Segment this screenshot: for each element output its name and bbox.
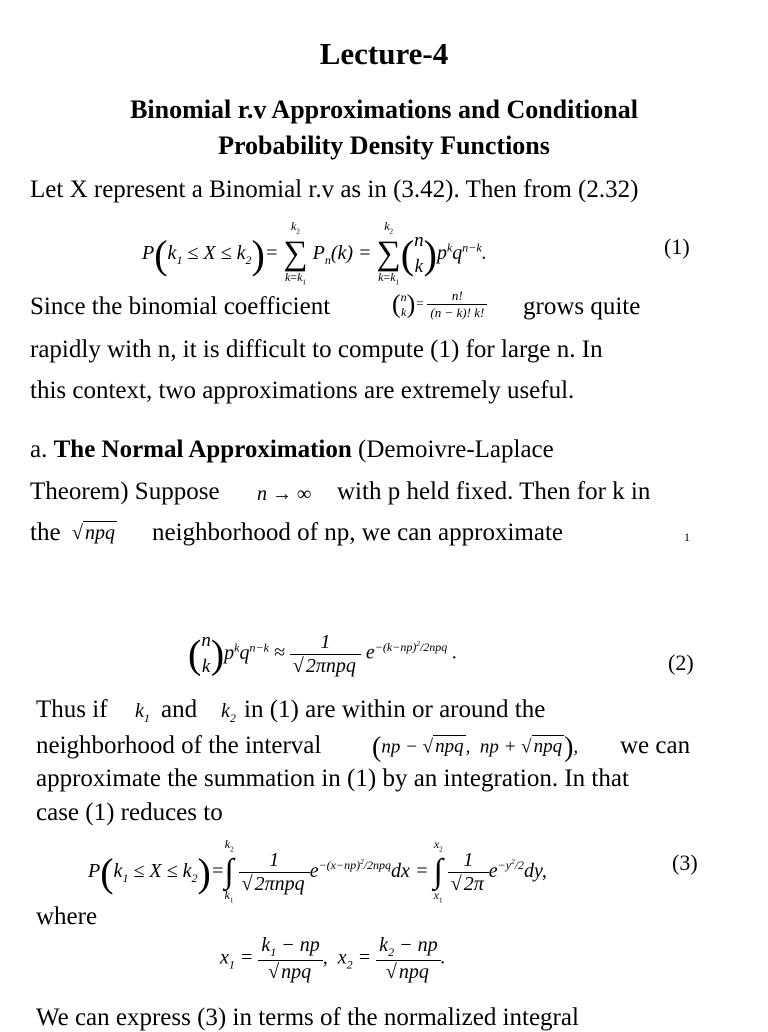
equation-1: $P(k_1 \le X \le k_2)=$ $k_2$ ∑ $k=k_1$ $P_n(k)$ = $k_2$ ∑ $k=k_1$ ( n k )$p^kq^{n-k}$. xyxy=(142,219,487,287)
equation-3-number: (3) xyxy=(672,850,698,875)
paragraph-2-line-2: rapidly with n, it is difficult to compute (1) for large n. In xyxy=(30,336,603,363)
last-line: We can express (3) in terms of the normalized integral xyxy=(36,1004,579,1031)
paragraph-3-line-1c: in (1) are within or around the xyxy=(244,696,546,723)
section-a-line-2b: with p held fixed. Then for k in xyxy=(337,478,651,505)
section-a-line-3a: the xyxy=(30,519,61,546)
paragraph-3-line-1b: and xyxy=(161,696,198,723)
equation-3: $P(k_1 \le X \le k_2)=$ $k_2$ ∫ $k_1$ $\frac{1}{\text{√ 2πnpq}}$ $e^{-(x-np)^2/2npq}dx$ = $x_2$ ∫ $x_1$ $\frac{1}{√ 2\pi}$ $e^{-y^2/2}dy$, xyxy=(88,837,547,905)
section-a-rest: (Demoivre-Laplace xyxy=(358,436,554,463)
x-definitions: $x_1$ = $\frac{k_1 - np}{\text{√ npq}}$ , $x_2$ = $\frac{k_2 - np}{\text{√ npq}}$ . xyxy=(220,934,446,983)
paragraph-1-line-1: Let X represent a Binomial r.v as in (3.42). Then from (2.32) xyxy=(30,176,639,203)
page-title: Lecture-4 xyxy=(319,36,449,71)
where-label: where xyxy=(36,903,98,930)
paragraph-2-line-3: this context, two approximations are extremely useful. xyxy=(30,377,575,404)
subtitle-line-1: Binomial r.v Approximations and Conditional xyxy=(130,95,638,124)
equation-2-number: (2) xyxy=(668,650,694,675)
interval-expression: (np − √ npq , np + √ npq), xyxy=(372,732,579,763)
paragraph-3-line-1a: Thus if xyxy=(36,696,108,723)
page-subtitle xyxy=(0,92,768,164)
section-a-prefix: a. xyxy=(30,436,48,463)
sqrt-npq: √ npq xyxy=(72,522,115,544)
paragraph-3-line-2a: neighborhood of the interval xyxy=(36,732,322,759)
paragraph-2-line-1a: Since the binomial coefficient xyxy=(30,293,331,320)
equation-2: ( n k )$p^kq^{n-k}$ ≈ $\frac{1}{\text{√ 2πnpq}}$ $e^{-(k-np)^2/2npq}$ . xyxy=(188,630,458,677)
paragraph-2-line-1b: grows quite xyxy=(523,293,641,320)
limit-expression: n → ∞ xyxy=(257,483,312,505)
equation-1-number: (1) xyxy=(664,234,690,259)
binomial-coefficient-formula: ( n k )= $\frac{n!}{(n - k)! k!}$ xyxy=(392,288,487,321)
section-a-line-2a: Theorem) Suppose xyxy=(30,478,220,505)
k1-symbol: $k_1$ xyxy=(135,700,150,725)
subtitle-line-2: Probability Density Functions xyxy=(218,131,550,160)
section-a-line-3b: neighborhood of np, we can approximate xyxy=(152,519,563,546)
page-number: 1 xyxy=(684,530,690,544)
k2-symbol: $k_2$ xyxy=(221,700,236,725)
paragraph-3-line-4: case (1) reduces to xyxy=(36,799,223,826)
paragraph-3-line-2b: we can xyxy=(620,732,691,759)
paragraph-3-line-3: approximate the summation in (1) by an integration. In that xyxy=(36,765,629,792)
section-a-heading: The Normal Approximation xyxy=(53,436,352,463)
section-a-line-1 xyxy=(30,436,554,464)
